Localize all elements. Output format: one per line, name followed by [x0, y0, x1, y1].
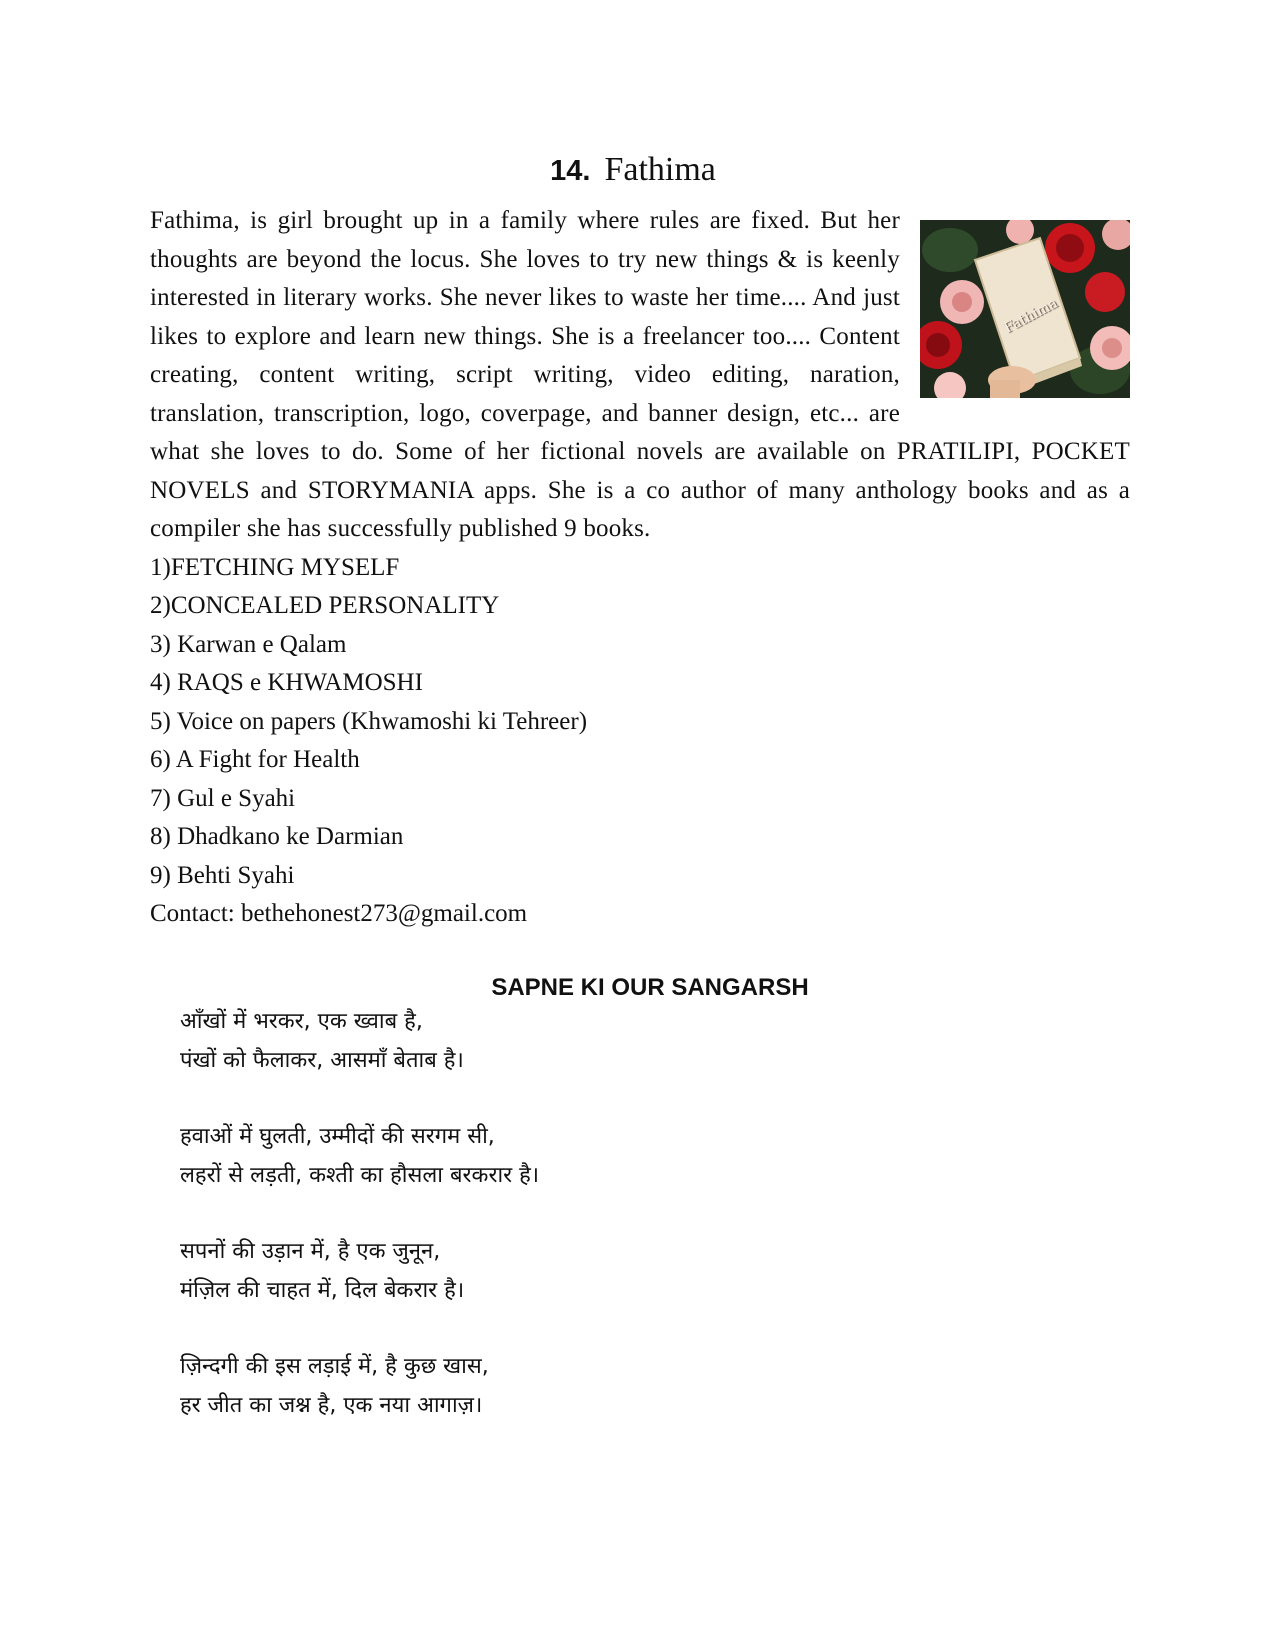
poem-line: आँखों में भरकर, एक ख्वाब है,: [180, 1009, 423, 1034]
poem-line: हर जीत का जश्न है, एक नया आगाज़।: [180, 1392, 483, 1418]
poem-line: मंज़िल की चाहत में, दिल बेकरार है।: [180, 1277, 465, 1303]
book-item: 7) Gul e Syahi: [150, 784, 296, 812]
book-item: 6) A Fight for Health: [150, 746, 360, 773]
poem-line: लहरों से लड़ती, कश्ती का हौसला बरकरार है।: [180, 1162, 540, 1188]
poem-stanza: [180, 1003, 880, 1080]
book-item: 2)CONCEALED PERSONALITY: [150, 592, 500, 619]
book-item: 4) RAQS e KHWAMOSHI: [150, 669, 423, 696]
poem-line: ज़िन्दगी की इस लड़ाई में, है कुछ खास,: [180, 1354, 489, 1379]
book-item: 8) Dhadkano ke Darmian: [150, 823, 404, 850]
poem-title: SAPNE KI OUR SANGARSH: [491, 974, 809, 1001]
poem-line: सपनों की उड़ान में, है एक जुनून,: [180, 1239, 441, 1264]
contact-email: Contact: bethehonest273@gmail.com: [150, 900, 528, 927]
poem-body: [180, 1003, 880, 1463]
book-item: 9) Behti Syahi: [150, 861, 295, 889]
book-item: 1)FETCHING MYSELF: [150, 553, 400, 581]
author-name: Fathima: [604, 151, 716, 188]
poem-line: पंखों को फैलाकर, आसमाँ बेताब है।: [180, 1047, 464, 1073]
poem-stanza: [180, 1118, 880, 1195]
poem-stanza: [180, 1348, 880, 1425]
book-cover-photo: [920, 220, 1130, 398]
cover-title-text: Fathima: [1001, 295, 1061, 337]
book-item: 3) Karwan e Qalam: [150, 630, 347, 658]
published-books-list: [150, 549, 1130, 896]
bio-paragraph: Fathima, is girl brought up in a family where rules are fixed. But her thoughts are beyond the locus. She loves to try new things & is keenly interested in literary works. She never likes to waste her time.... And just likes to explore and learn new things. She is a freelancer too.... Content creating, content writing, script writing, video editing, naration, translation, transcription, logo, coverpage, and banner design, etc... are what she loves to do. Some of her fictional novels are available on PRATILIPI, POCKET NOVELS and STORYMANIA apps. She is a co author of many anthology books and as a compiler she has successfully published 9 books.: [150, 207, 1130, 542]
poem-line: हवाओं में घुलती, उम्मीदों की सरगम सी,: [180, 1124, 495, 1149]
author-bio-section: [150, 202, 1130, 934]
poem-stanza: [180, 1233, 880, 1310]
chapter-title: [143, 150, 1123, 191]
book-item: 5) Voice on papers (Khwamoshi ki Tehreer): [150, 707, 588, 735]
chapter-number: 14.: [550, 155, 591, 187]
